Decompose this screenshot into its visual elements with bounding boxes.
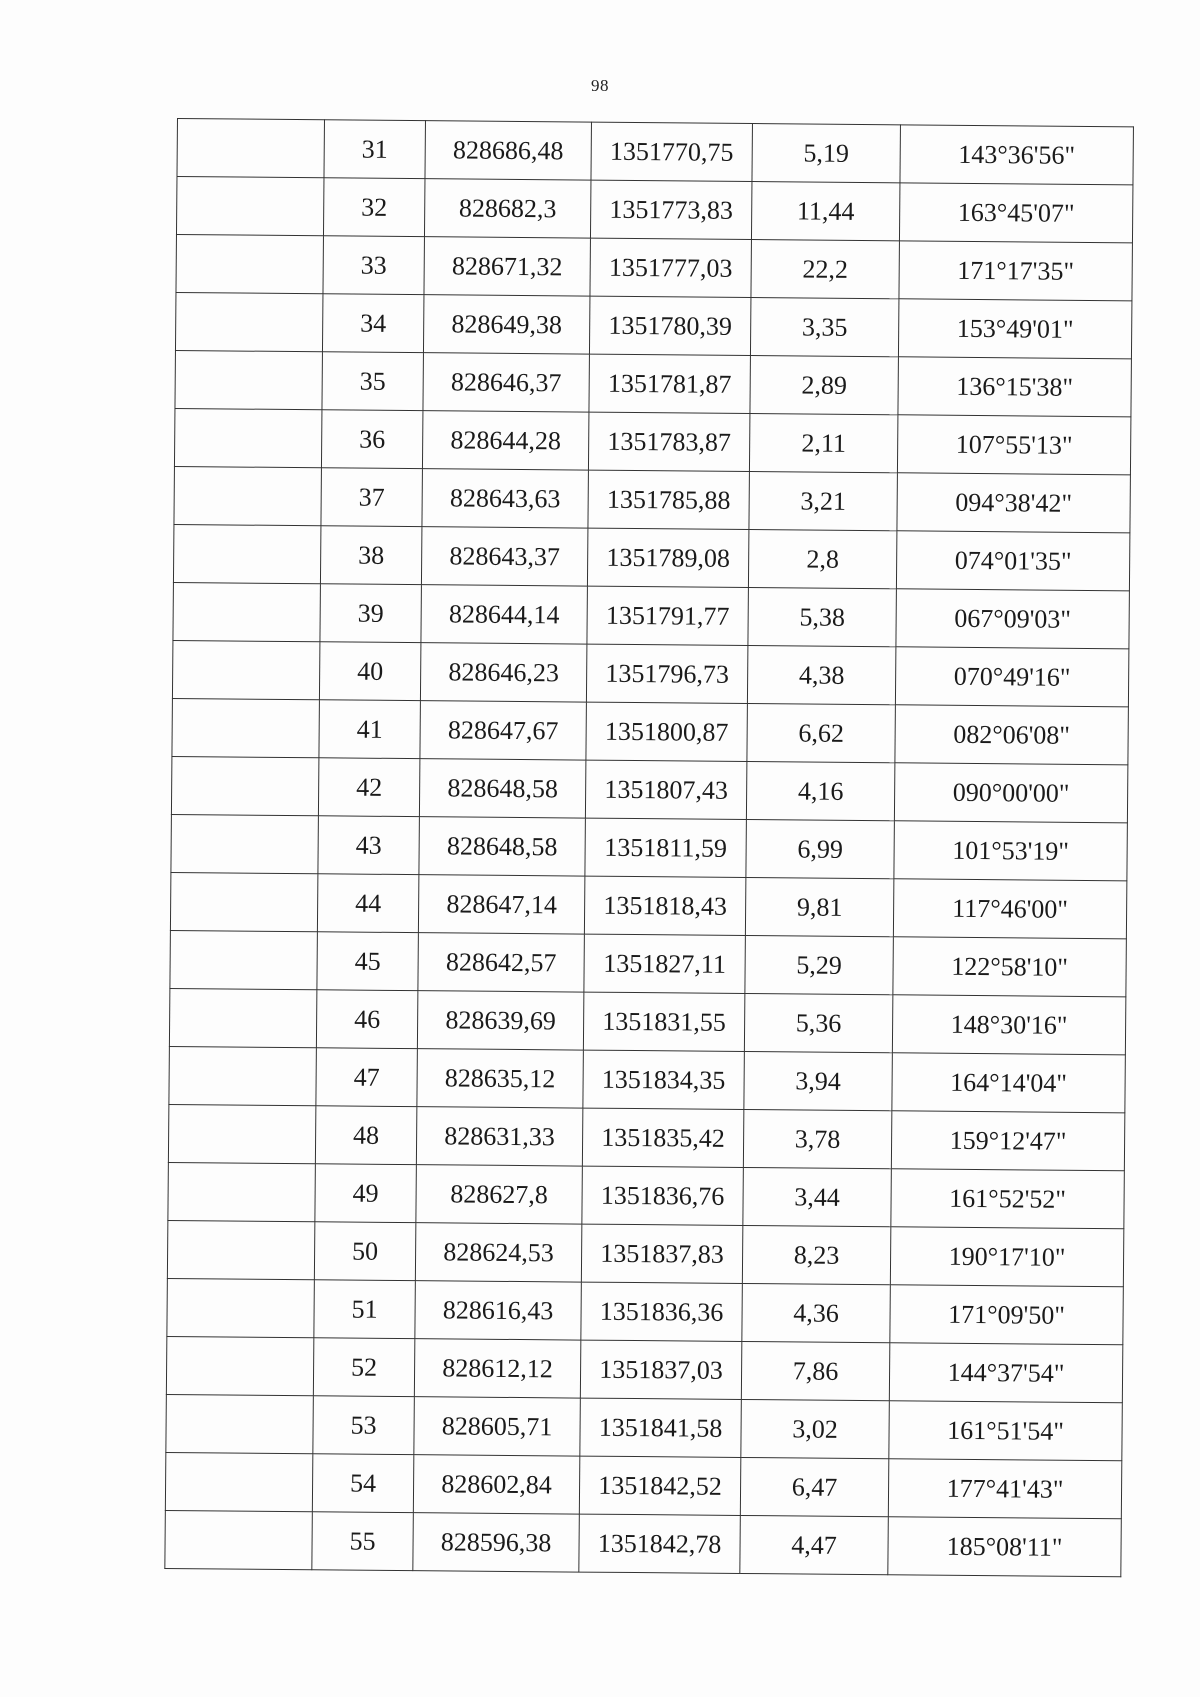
coordinates-table (164, 118, 1134, 1577)
length-cell: 3,21 (749, 472, 898, 531)
x-coordinate-cell: 828602,84 (413, 1455, 579, 1514)
direction-angle-cell: 082°06'08" (895, 705, 1128, 765)
length-cell: 11,44 (751, 182, 900, 241)
direction-angle-cell: 159°12'47" (891, 1111, 1124, 1171)
y-coordinate-cell: 1351834,35 (583, 1050, 745, 1109)
length-cell: 3,35 (750, 298, 899, 357)
direction-angle-cell: 122°58'10" (893, 937, 1126, 997)
x-coordinate-cell: 828642,57 (418, 933, 584, 992)
length-cell: 2,8 (748, 530, 897, 589)
blank-cell (175, 292, 323, 351)
direction-angle-cell: 163°45'07" (899, 183, 1132, 243)
direction-angle-cell: 164°14'04" (892, 1053, 1125, 1113)
length-cell: 6,62 (747, 704, 896, 763)
x-coordinate-cell: 828624,53 (415, 1223, 581, 1282)
table-row (169, 1046, 1125, 1112)
direction-angle-cell: 074°01'35" (896, 531, 1129, 591)
point-number-cell: 43 (318, 816, 420, 875)
point-number-cell: 35 (322, 352, 424, 411)
table-row (172, 698, 1128, 764)
blank-cell (173, 524, 321, 583)
x-coordinate-cell: 828612,12 (414, 1339, 580, 1398)
x-coordinate-cell: 828605,71 (414, 1397, 580, 1456)
direction-angle-cell: 143°36'56" (900, 125, 1133, 185)
blank-cell (172, 698, 320, 757)
direction-angle-cell: 190°17'10" (890, 1227, 1123, 1287)
y-coordinate-cell: 1351789,08 (587, 528, 749, 587)
y-coordinate-cell: 1351785,88 (588, 470, 750, 529)
blank-cell (168, 1104, 316, 1163)
x-coordinate-cell: 828596,38 (413, 1513, 579, 1572)
direction-angle-cell: 153°49'01" (898, 299, 1131, 359)
y-coordinate-cell: 1351800,87 (586, 702, 748, 761)
length-cell: 3,78 (743, 1109, 892, 1168)
blank-cell (177, 119, 325, 178)
y-coordinate-cell: 1351780,39 (589, 296, 751, 355)
x-coordinate-cell: 828647,67 (420, 701, 586, 760)
y-coordinate-cell: 1351842,52 (579, 1456, 741, 1515)
point-number-cell: 45 (317, 932, 419, 991)
blank-cell (170, 930, 318, 989)
table-row (172, 640, 1128, 706)
length-cell: 9,81 (745, 877, 894, 936)
direction-angle-cell: 101°53'19" (894, 821, 1127, 881)
point-number-cell: 48 (315, 1106, 417, 1165)
direction-angle-cell: 117°46'00" (893, 879, 1126, 939)
y-coordinate-cell: 1351827,11 (584, 934, 746, 993)
point-number-cell: 31 (324, 120, 426, 179)
point-number-cell: 41 (319, 700, 421, 759)
point-number-cell: 49 (315, 1164, 417, 1223)
direction-angle-cell: 185°08'11" (888, 1517, 1121, 1577)
coordinates-table-body (165, 119, 1134, 1577)
table-row (169, 988, 1125, 1054)
table-row (175, 292, 1131, 358)
length-cell: 4,38 (747, 646, 896, 705)
point-number-cell: 53 (313, 1396, 415, 1455)
table-row (167, 1220, 1123, 1286)
length-cell: 5,38 (748, 588, 897, 647)
direction-angle-cell: 144°37'54" (889, 1343, 1122, 1403)
x-coordinate-cell: 828646,23 (420, 643, 586, 702)
length-cell: 4,47 (740, 1515, 889, 1574)
direction-angle-cell: 094°38'42" (897, 473, 1130, 533)
table-row (174, 466, 1130, 532)
x-coordinate-cell: 828686,48 (425, 121, 591, 180)
direction-angle-cell: 090°00'00" (894, 763, 1127, 823)
length-cell: 8,23 (742, 1225, 891, 1284)
blank-cell (166, 1394, 314, 1453)
y-coordinate-cell: 1351777,03 (590, 238, 752, 297)
y-coordinate-cell: 1351831,55 (583, 992, 745, 1051)
point-number-cell: 40 (319, 642, 421, 701)
blank-cell (174, 466, 322, 525)
blank-cell (175, 350, 323, 409)
table-row (170, 872, 1126, 938)
length-cell: 5,29 (745, 935, 894, 994)
blank-cell (168, 1162, 316, 1221)
blank-cell (176, 177, 324, 236)
y-coordinate-cell: 1351836,36 (581, 1282, 743, 1341)
direction-angle-cell: 171°09'50" (890, 1285, 1123, 1345)
length-cell: 7,86 (741, 1341, 890, 1400)
length-cell: 4,36 (742, 1283, 891, 1342)
x-coordinate-cell: 828644,14 (421, 585, 587, 644)
y-coordinate-cell: 1351836,76 (582, 1166, 744, 1225)
point-number-cell: 42 (318, 758, 420, 817)
y-coordinate-cell: 1351835,42 (582, 1108, 744, 1167)
point-number-cell: 47 (316, 1048, 418, 1107)
table-row (173, 524, 1129, 590)
y-coordinate-cell: 1351796,73 (586, 644, 748, 703)
point-number-cell: 44 (317, 874, 419, 933)
y-coordinate-cell: 1351770,75 (591, 122, 753, 181)
table-row (168, 1104, 1124, 1170)
table-row (167, 1278, 1123, 1344)
x-coordinate-cell: 828644,28 (422, 411, 588, 470)
blank-cell (169, 988, 317, 1047)
y-coordinate-cell: 1351842,78 (579, 1514, 741, 1573)
table-row (174, 408, 1130, 474)
length-cell: 5,36 (744, 993, 893, 1052)
point-number-cell: 54 (312, 1454, 414, 1513)
length-cell: 2,11 (749, 414, 898, 473)
x-coordinate-cell: 828671,32 (424, 237, 590, 296)
direction-angle-cell: 107°55'13" (897, 415, 1130, 475)
blank-cell (165, 1452, 313, 1511)
x-coordinate-cell: 828616,43 (415, 1281, 581, 1340)
length-cell: 4,16 (746, 761, 895, 820)
x-coordinate-cell: 828635,12 (417, 1049, 583, 1108)
length-cell: 3,44 (743, 1167, 892, 1226)
direction-angle-cell: 177°41'43" (888, 1459, 1121, 1519)
table-row (175, 350, 1131, 416)
y-coordinate-cell: 1351807,43 (585, 760, 747, 819)
y-coordinate-cell: 1351791,77 (587, 586, 749, 645)
blank-cell (174, 408, 322, 467)
x-coordinate-cell: 828647,14 (418, 875, 584, 934)
table-row (165, 1452, 1121, 1518)
blank-cell (167, 1278, 315, 1337)
blank-cell (171, 814, 319, 873)
x-coordinate-cell: 828648,58 (419, 759, 585, 818)
x-coordinate-cell: 828649,38 (423, 295, 589, 354)
length-cell: 6,99 (746, 819, 895, 878)
point-number-cell: 39 (320, 584, 422, 643)
table-row (177, 119, 1133, 185)
blank-cell (170, 872, 318, 931)
blank-cell (176, 234, 324, 293)
x-coordinate-cell: 828639,69 (417, 991, 583, 1050)
x-coordinate-cell: 828643,37 (421, 527, 587, 586)
x-coordinate-cell: 828631,33 (416, 1107, 582, 1166)
table-row (168, 1162, 1124, 1228)
point-number-cell: 50 (314, 1222, 416, 1281)
table-row (166, 1336, 1122, 1402)
x-coordinate-cell: 828643,63 (422, 469, 588, 528)
direction-angle-cell: 136°15'38" (898, 357, 1131, 417)
length-cell: 3,02 (741, 1399, 890, 1458)
y-coordinate-cell: 1351783,87 (588, 412, 750, 471)
direction-angle-cell: 171°17'35" (899, 241, 1132, 301)
direction-angle-cell: 148°30'16" (892, 995, 1125, 1055)
direction-angle-cell: 070°49'16" (895, 647, 1128, 707)
x-coordinate-cell: 828627,8 (416, 1165, 582, 1224)
page-number: 98 (591, 76, 609, 95)
x-coordinate-cell: 828648,58 (419, 817, 585, 876)
y-coordinate-cell: 1351837,83 (581, 1224, 743, 1283)
table-row (170, 930, 1126, 996)
y-coordinate-cell: 1351841,58 (580, 1398, 742, 1457)
direction-angle-cell: 161°52'52" (891, 1169, 1124, 1229)
blank-cell (166, 1336, 314, 1395)
blank-cell (171, 756, 319, 815)
point-number-cell: 55 (312, 1512, 414, 1571)
y-coordinate-cell: 1351837,03 (580, 1340, 742, 1399)
point-number-cell: 52 (313, 1338, 415, 1397)
length-cell: 2,89 (750, 356, 899, 415)
table-row (171, 756, 1127, 822)
x-coordinate-cell: 828646,37 (423, 353, 589, 412)
y-coordinate-cell: 1351773,83 (590, 180, 752, 239)
x-coordinate-cell: 828682,3 (424, 179, 590, 238)
point-number-cell: 34 (322, 294, 424, 353)
table-row (171, 814, 1127, 880)
table-row (165, 1510, 1121, 1576)
table-row (176, 234, 1132, 300)
blank-cell (173, 582, 321, 641)
point-number-cell: 37 (321, 468, 423, 527)
point-number-cell: 46 (316, 990, 418, 1049)
point-number-cell: 51 (314, 1280, 416, 1339)
y-coordinate-cell: 1351811,59 (585, 818, 747, 877)
blank-cell (169, 1046, 317, 1105)
point-number-cell: 33 (323, 236, 425, 295)
direction-angle-cell: 067°09'03" (896, 589, 1129, 649)
y-coordinate-cell: 1351818,43 (584, 876, 746, 935)
point-number-cell: 32 (323, 178, 425, 237)
length-cell: 5,19 (752, 124, 901, 183)
point-number-cell: 36 (321, 410, 423, 469)
blank-cell (165, 1510, 313, 1569)
blank-cell (172, 640, 320, 699)
table-row (166, 1394, 1122, 1460)
direction-angle-cell: 161°51'54" (889, 1401, 1122, 1461)
length-cell: 3,94 (744, 1051, 893, 1110)
table-row (176, 177, 1132, 243)
length-cell: 22,2 (751, 240, 900, 299)
length-cell: 6,47 (740, 1457, 889, 1516)
y-coordinate-cell: 1351781,87 (589, 354, 751, 413)
table-row (173, 582, 1129, 648)
point-number-cell: 38 (320, 526, 422, 585)
blank-cell (167, 1220, 315, 1279)
